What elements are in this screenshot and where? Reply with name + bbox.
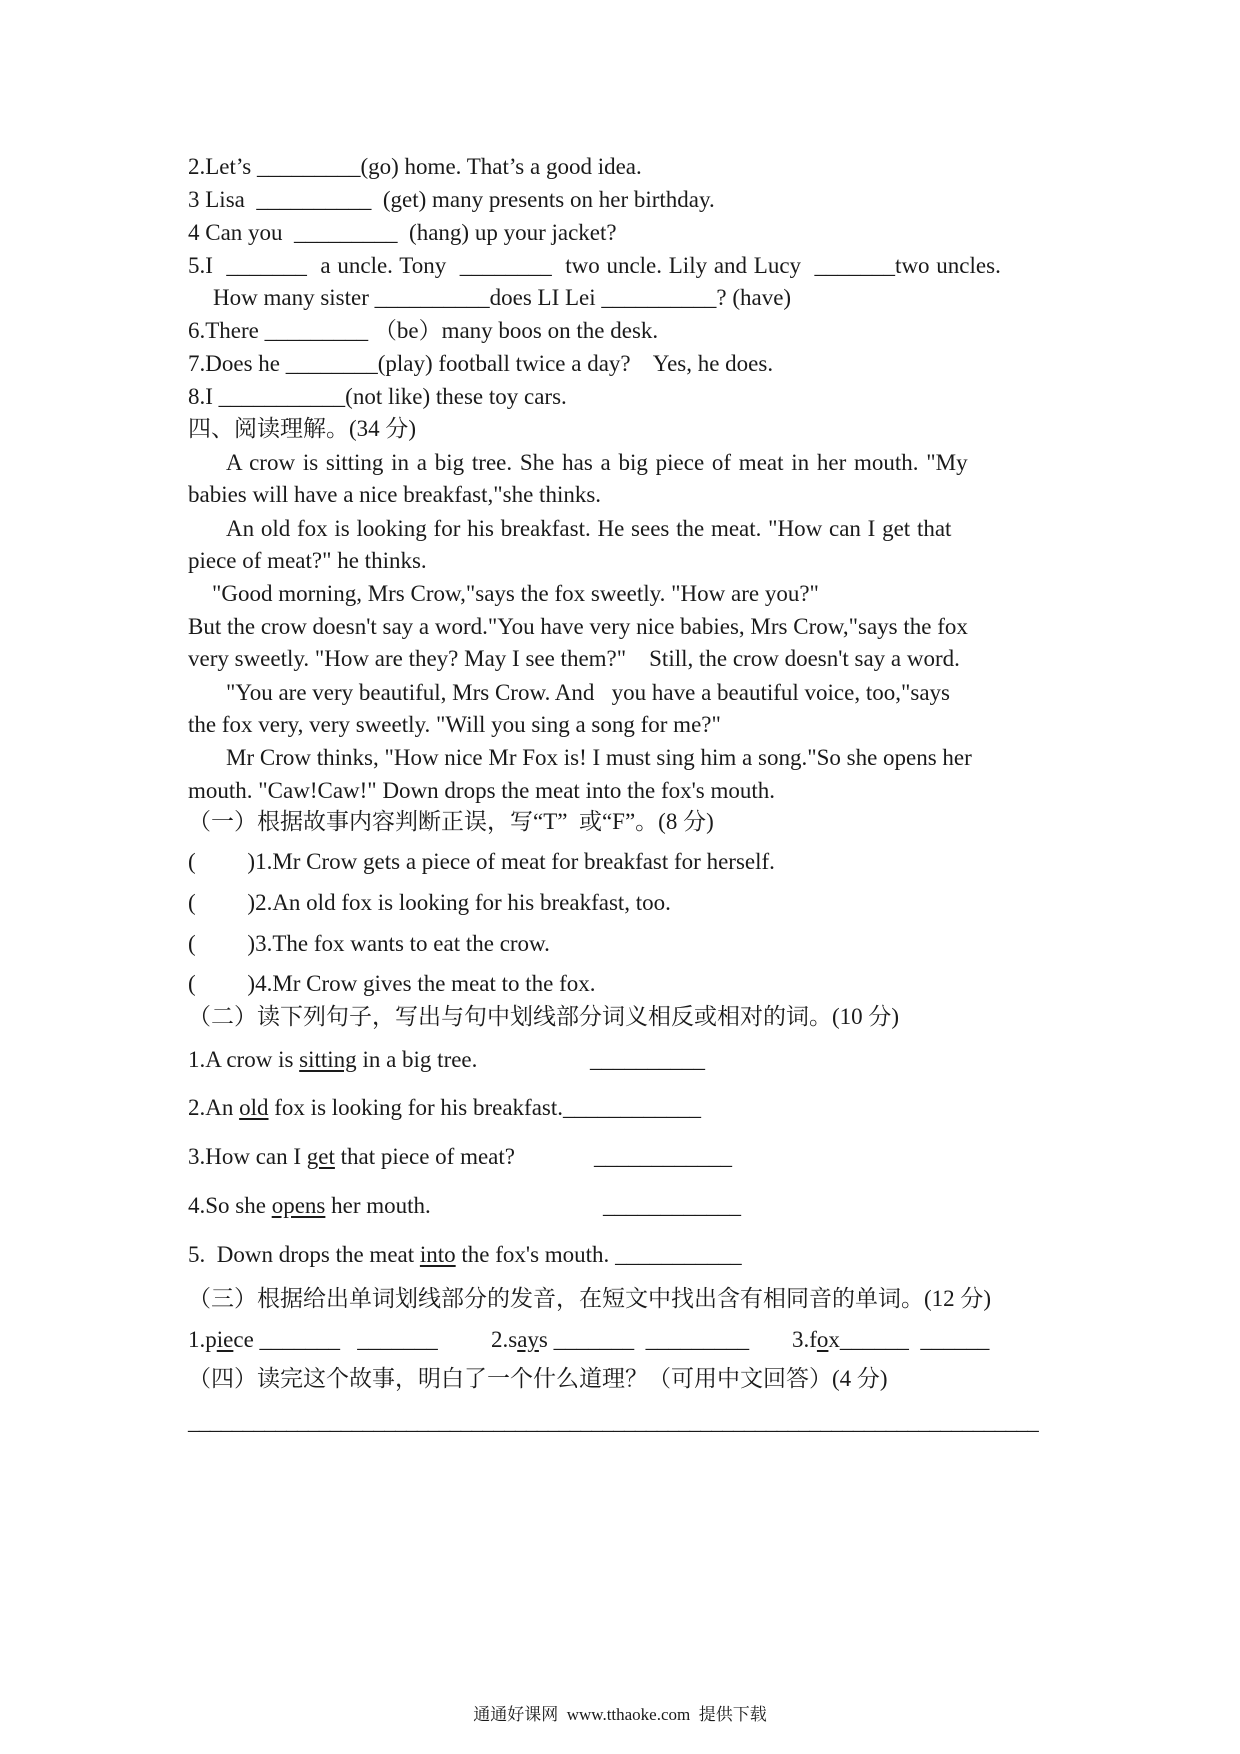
answer-blank: ___________ [615,1242,742,1267]
sentence-text: fox is looking for his breakfast. [268,1095,563,1120]
antonym-item [188,1143,515,1171]
answer-blank: ____________ [594,1144,732,1169]
underlined-word: opens [271,1193,326,1218]
antonym-item [188,1094,701,1122]
pronunciation-word-2 [491,1326,749,1354]
word-text: 2.s [491,1327,518,1352]
passage-line: very sweetly. "How are they? May I see them?" Still, the crow doesn't say a word. [188,646,960,671]
sentence-text: 5. Down drops the meat [188,1242,420,1267]
underlined-letters: ay [517,1327,539,1352]
sentence-text: her mouth. [325,1193,431,1218]
sentence-text: 2.An [188,1095,240,1120]
answer-blank: ____________ [603,1193,741,1218]
underlined-letters: ie [216,1327,234,1352]
sentence-text: the fox's mouth. [455,1242,616,1267]
sentence-text: 4.So she [188,1193,272,1218]
passage-line: An old fox is looking for his breakfast. He sees the meat. "How can I get that [226,516,952,541]
true-false-item: ( )2.An old fox is looking for his breakfast, too. [188,890,671,915]
passage-line: "Good morning, Mrs Crow,"says the fox sweetly. "How are you?" [212,581,819,606]
answer-blank: ____________ [563,1095,701,1120]
underlined-word: old [239,1095,269,1120]
antonym-item [188,1046,477,1074]
answer-blanks: _______ _________ [547,1327,750,1352]
sentence-text: in a big tree. [356,1047,478,1072]
passage-line: Mr Crow thinks, "How nice Mr Fox is! I must sing him a song."So she opens her [226,745,972,770]
fill-in-item-8: 8.I ___________(not like) these toy cars. [188,384,567,409]
passage-line: A crow is sitting in a big tree. She has a big piece of meat in her mouth. "My [226,450,968,475]
passage-line: mouth. "Caw!Caw!" Down drops the meat into the fox's mouth. [188,778,775,803]
part2-title: （二）读下列句子，写出与句中划线部分词义相反或相对的词。(10 分) [188,1004,900,1029]
pronunciation-word-3 [792,1326,989,1354]
underlined-word: sitting [299,1047,357,1072]
answer-line: ______________________________________________________________________________ [188,1409,1039,1434]
true-false-item: ( )1.Mr Crow gets a piece of meat for breakfast for herself. [188,849,775,874]
true-false-item: ( )4.Mr Crow gives the meat to the fox. [188,971,596,996]
fill-in-item-2: 2.Let’s _________(go) home. That’s a good idea. [188,154,642,179]
fill-in-item-6: 6.There _________ （be）many boos on the desk. [188,318,659,343]
word-text: 3.f [792,1327,817,1352]
passage-line: the fox very, very sweetly. "Will you sing a song for me?" [188,712,721,737]
sentence-text: 1.A crow is [188,1047,300,1072]
section4-title: 四、阅读理解。(34 分) [188,416,417,441]
fill-in-item-4: 4 Can you _________ (hang) up your jacket? [188,220,617,245]
part4-title: （四）读完这个故事，明白了一个什么道理？（可用中文回答）(4 分) [188,1366,888,1391]
answer-blanks: ______ ______ [839,1327,990,1352]
answer-blank: __________ [590,1047,705,1072]
underlined-word: into [419,1242,456,1267]
fill-in-item-5b: How many sister __________does LI Lei __________? (have) [213,285,792,310]
fill-in-item-7: 7.Does he ________(play) football twice a day? Yes, he does. [188,351,774,376]
antonym-item [188,1192,431,1220]
sentence-text: 3.How can I [188,1144,307,1169]
word-text: ce [233,1327,254,1352]
page-footer: 通通好课网 www.tthaoke.com 提供下载 [473,1705,767,1724]
passage-line: piece of meat?" he thinks. [188,548,427,573]
word-text: x [828,1327,840,1352]
fill-in-item-3: 3 Lisa __________ (get) many presents on her birthday. [188,187,715,212]
sentence-text: that piece of meat? [334,1144,515,1169]
answer-blanks: _______ _______ [253,1327,438,1352]
true-false-item: ( )3.The fox wants to eat the crow. [188,931,550,956]
pronunciation-word-1 [188,1326,438,1354]
passage-line: babies will have a nice breakfast,"she thinks. [188,482,602,507]
underlined-word: get [306,1144,335,1169]
word-text: 1.p [188,1327,217,1352]
part3-title: （三）根据给出单词划线部分的发音，在短文中找出含有相同音的单词。(12 分) [188,1286,992,1311]
antonym-item [188,1241,742,1269]
word-text: s [538,1327,548,1352]
fill-in-item-5: 5.I _______ a uncle. Tony ________ two uncle. Lily and Lucy _______two uncles. [188,253,1001,278]
part1-title: （一）根据故事内容判断正误，写“T” 或“F”。(8 分) [188,809,714,834]
underlined-letters: o [816,1327,829,1352]
passage-line: But the crow doesn't say a word."You have very nice babies, Mrs Crow,"says the fox [188,614,968,639]
passage-line: "You are very beautiful, Mrs Crow. And you have a beautiful voice, too,"says [226,680,950,705]
